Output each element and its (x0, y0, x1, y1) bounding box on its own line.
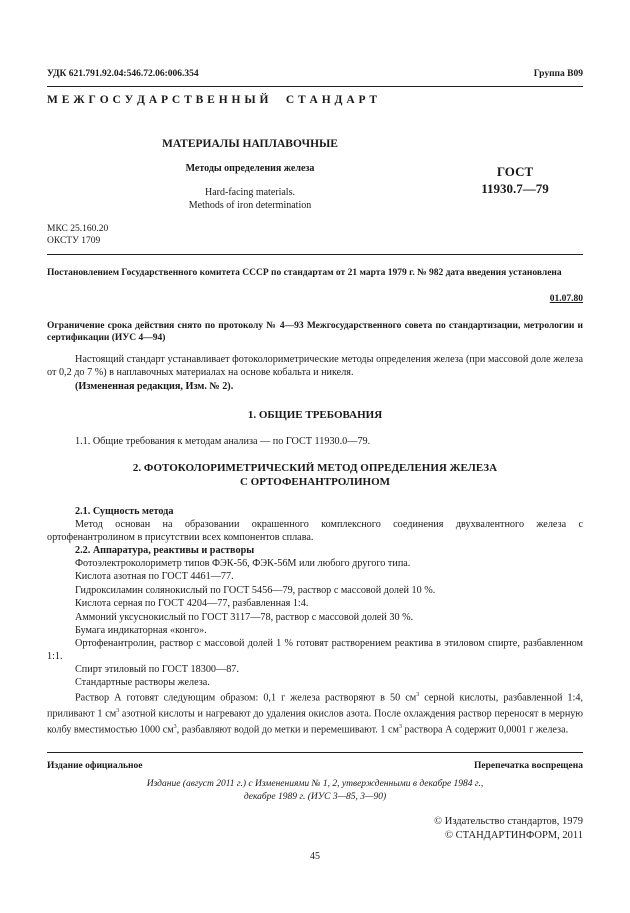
section2-heading-line2: С ОРТОФЕНАНТРОЛИНОМ (239, 476, 391, 488)
subsection-2-1-title: 2.1. Сущность метода (75, 506, 174, 517)
subsection-2-2-title: 2.2. Аппаратура, реактивы и растворы (75, 545, 255, 556)
gost-label: ГОСТ (496, 164, 534, 179)
group-code: Группа В09 (533, 69, 583, 79)
edition-note-line2: декабре 1989 г. (ИУС 3—85, 3—90) (243, 792, 387, 802)
section1-paragraph: 1.1. Общие требования к методам анализа — по ГОСТ 11930.0—79. (75, 436, 371, 447)
list-item: Кислота азотная по ГОСТ 4461—77. (75, 571, 234, 583)
subsection-2-1-text: Метод основан на образовании окрашенного комплексного соединения двухвалентного железа с ортофенантролином в присутствии всех компонентов сплава. (47, 519, 583, 544)
reprint-notice: Перепечатка воспрещена (473, 761, 583, 771)
list-item: Кислота серная по ГОСТ 4204—77, разбавленная 1:4. (75, 598, 309, 610)
udk-code: УДК 621.791.92.04:546.72.06:006.354 (47, 69, 199, 79)
interstate-standard-banner: М Е Ж Г О С У Д А Р С Т В Е Н Н Ы Й С Т А Н Д А Р Т (47, 94, 378, 106)
orthophenanthroline-text: Ортофенантролин, раствор с массовой долей 1 % готовят растворением реактива в этиловом спирте, разбавленном 1:1. (47, 638, 583, 663)
intro-paragraph: Настоящий стандарт устанавливает фотоколориметрические методы определения железа (при массовой доле железа от 0,2 до 7 %) в наплавочных материалах на основе кобальта и никеля. (47, 354, 583, 379)
restriction-text: Ограничение срока действия снято по протоколу № 4—93 Межгосударственного совета по стандартизации, метрологии и сертификации (ИУС 4—94) (47, 321, 583, 343)
page-number: 45 (310, 851, 320, 862)
copyright-publisher-1979: © Издательство стандартов, 1979 (434, 816, 583, 827)
document-title: МАТЕРИАЛЫ НАПЛАВОЧНЫЕ (162, 138, 338, 150)
reagent-list (75, 557, 435, 637)
copyright-standartinform-2011: © СТАНДАРТИНФОРМ, 2011 (445, 830, 583, 841)
gost-number: 11930.7—79 (481, 181, 549, 196)
decree-text: Постановлением Государственного комитета СССР по стандартам от 21 марта 1979 г. № 982 дата введения установлена (47, 268, 562, 278)
section1-heading: 1. ОБЩИЕ ТРЕБОВАНИЯ (247, 409, 383, 421)
okstu-code: ОКСТУ 1709 (47, 236, 101, 246)
introduction-date: 01.07.80 (549, 294, 583, 304)
top-rule (47, 86, 583, 87)
edition-note-line1: Издание (август 2011 г.) с Изменениями № 1, 2, утвержденными в декабре 1984 г., (146, 779, 484, 789)
standard-solutions-text: Стандартные растворы железа. (75, 677, 210, 688)
ethyl-alcohol-text: Спирт этиловый по ГОСТ 18300—87. (75, 664, 239, 675)
title-rule (47, 254, 583, 255)
list-item: Аммоний уксуснокислый по ГОСТ 3117—78, раствор с массовой долей 30 %. (75, 611, 414, 623)
mks-code: МКС 25.160.20 (47, 224, 109, 234)
official-edition-label: Издание официальное (47, 761, 143, 771)
section2-heading-line1: 2. ФОТОКОЛОРИМЕТРИЧЕСКИЙ МЕТОД ОПРЕДЕЛЕНИЯ ЖЕЛЕЗА (132, 462, 498, 474)
list-item: Гидроксиламин солянокислый по ГОСТ 5456—79, раствор с массовой долей 10 %. (75, 584, 436, 596)
footer-rule (47, 752, 583, 753)
english-title-line2: Methods of iron determination (188, 200, 312, 211)
solution-a-text: Раствор А готовят следующим образом: 0,1 г железа растворяют в 50 $см^3$ серной кислоты, разбавленной 1:4, приливают 1 $см^3$ азотной кислоты и нагревают до удаления окислов азота. После охлаждения раствор переносят в мерную колбу вместимостью 1000 $см^3$, разбавляют водой до метки и перемешивают. 1 $см^3$ раствора А содержит 0,0001 г железа. (47, 692, 583, 735)
list-item: Фотоэлектроколориметр типов ФЭК-56, ФЭК-56М или любого другого типа. (75, 558, 411, 569)
english-title-line1: Hard-facing materials. (205, 187, 295, 198)
document-subtitle: Методы определения железа (185, 163, 315, 174)
intro-edition-note: (Измененная редакция, Изм. № 2). (75, 381, 234, 392)
list-item: Бумага индикаторная «конго». (75, 625, 207, 637)
